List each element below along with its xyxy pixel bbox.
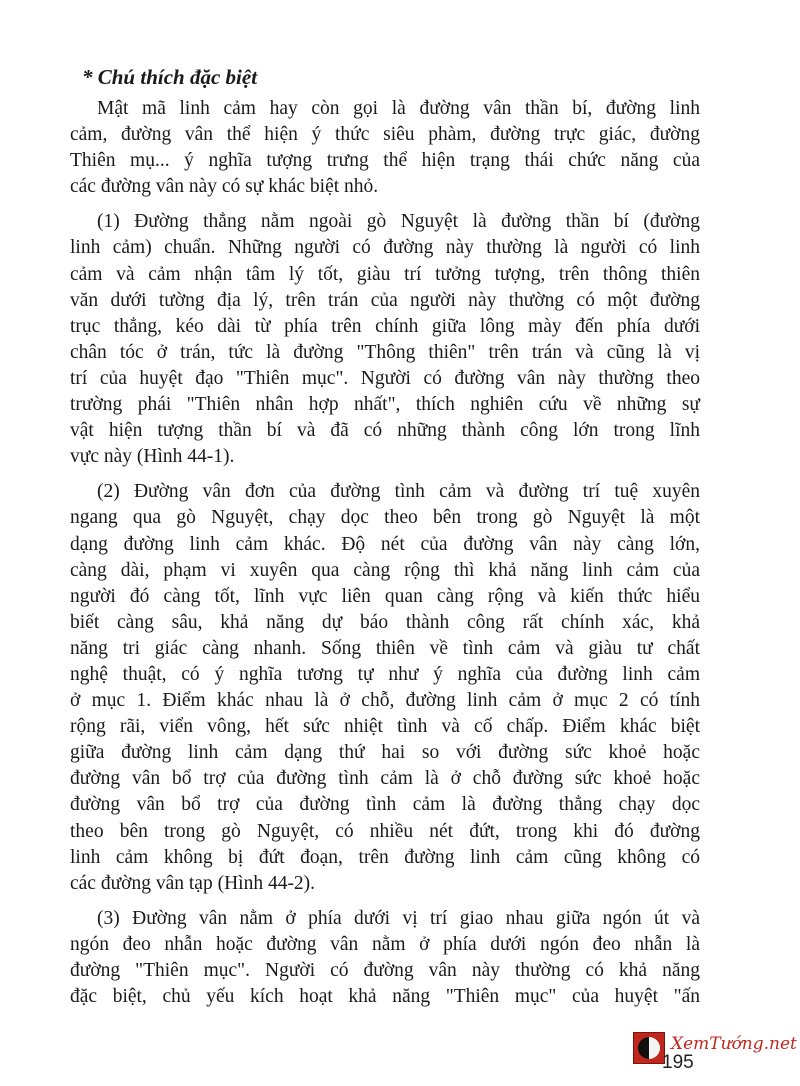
text-line: cảm và cảm nhận tâm lý tốt, giàu trí tưởng tượng, trên thông thiên [70, 263, 700, 285]
body-text [70, 96, 700, 1010]
text-line: (2) Đường vân đơn của đường tình cảm và đường trí tuệ xuyên [97, 481, 700, 503]
paragraph [70, 209, 700, 470]
text-line: năng tri giác càng nhanh. Sống thiên về tình cảm và giàu tư chất [70, 637, 700, 659]
text-line: ngón đeo nhẫn hoặc đường vân nằm ở phía dưới ngón đeo nhẫn là [70, 933, 700, 955]
text-line: đường vân bổ trợ của đường tình cảm là ở chỗ đường sức khoẻ hoặc [70, 768, 700, 790]
text-line: (1) Đường thẳng nằm ngoài gò Nguyệt là đường thần bí (đường [97, 211, 700, 233]
text-line: Mật mã linh cảm hay còn gọi là đường vân thần bí, đường linh [97, 98, 700, 119]
text-line: văn dưới tường địa lý, trên trán của người này thường có một đường [70, 289, 700, 311]
document-page [70, 62, 700, 1019]
text-line: linh cảm) chuẩn. Những người có đường này thường là người có linh [70, 237, 700, 259]
paragraph [70, 906, 700, 1010]
section-heading: * Chú thích đặc biệt [82, 65, 258, 89]
paragraph [70, 96, 700, 200]
text-line: dạng đường linh cảm khác. Độ nét của đường vân này càng lớn, [70, 533, 700, 555]
text-line: theo bên trong gò Nguyệt, có nhiều nét đứt, trong khi đó đường [70, 820, 700, 842]
yin-yang-icon [633, 1032, 665, 1064]
text-line: vật hiện tượng thần bí và đã có những thành công lớn trong lĩnh [70, 420, 700, 442]
watermark-text: XemTướng.net [671, 1034, 797, 1054]
text-line: ở mục 1. Điểm khác nhau là ở chỗ, đường linh cảm ở mục 2 có tính [70, 690, 700, 712]
text-line: người đó càng tốt, lĩnh vực liên quan càng rộng và kiến thức hiểu [70, 585, 700, 607]
text-line: linh cảm không bị đứt đoạn, trên đường linh cảm cũng không có [70, 846, 700, 868]
text-line: trí của huyệt đạo "Thiên mục". Người có đường vân này thường theo [70, 367, 700, 389]
watermark-logo [633, 1032, 797, 1072]
text-line: biết càng sâu, khả năng dự báo thành công rất chính xác, khả [70, 611, 700, 633]
text-line: cảm, đường vân thể hiện ý thức siêu phàm, đường trực giác, đường [70, 124, 700, 146]
text-line: trường phái "Thiên nhân hợp nhất", thích nghiên cứu về những sự [70, 394, 700, 416]
paragraph [70, 479, 700, 897]
text-line: đặc biệt, chủ yếu kích hoạt khả năng "Thiên mục" của huyệt "ấn [70, 986, 700, 1008]
text-line: đường "Thiên mục". Người có đường vân này thường có khả năng [70, 960, 700, 981]
text-line: giữa đường linh cảm dạng thứ hai so với đường sức khoẻ hoặc [70, 742, 700, 764]
text-line: Thiên mụ... ý nghĩa tượng trưng thể hiện trạng thái chức năng của [70, 150, 700, 172]
page-number: 195 [662, 1052, 694, 1073]
text-line: vực này (Hình 44-1). [70, 446, 235, 468]
text-line: ngang qua gò Nguyệt, chạy dọc theo bên trong gò Nguyệt là một [70, 507, 700, 529]
text-line: chân tóc ở trán, tức là đường "Thông thiên" trên trán và cũng là vị [70, 341, 700, 363]
text-line: nghệ thuật, có ý nghĩa tương tự như ý nghĩa của đường linh cảm [70, 663, 700, 685]
text-line: trục thẳng, kéo dài từ phía trên chính giữa lông mày đến phía dưới [70, 315, 700, 337]
text-line: càng dài, phạm vi xuyên qua càng rộng thì khả năng linh cảm của [70, 559, 700, 581]
text-line: các đường vân này có sự khác biệt nhỏ. [70, 176, 379, 198]
text-line: rộng rãi, viển vông, hết sức nhiệt tình và cố chấp. Điểm khác biệt [70, 716, 700, 738]
text-line: các đường vân tạp (Hình 44-2). [70, 872, 316, 894]
text-line: (3) Đường vân nằm ở phía dưới vị trí giao nhau giữa ngón út và [97, 907, 700, 929]
text-line: đường vân bổ trợ của đường tình cảm là đường thẳng chạy dọc [70, 794, 700, 816]
